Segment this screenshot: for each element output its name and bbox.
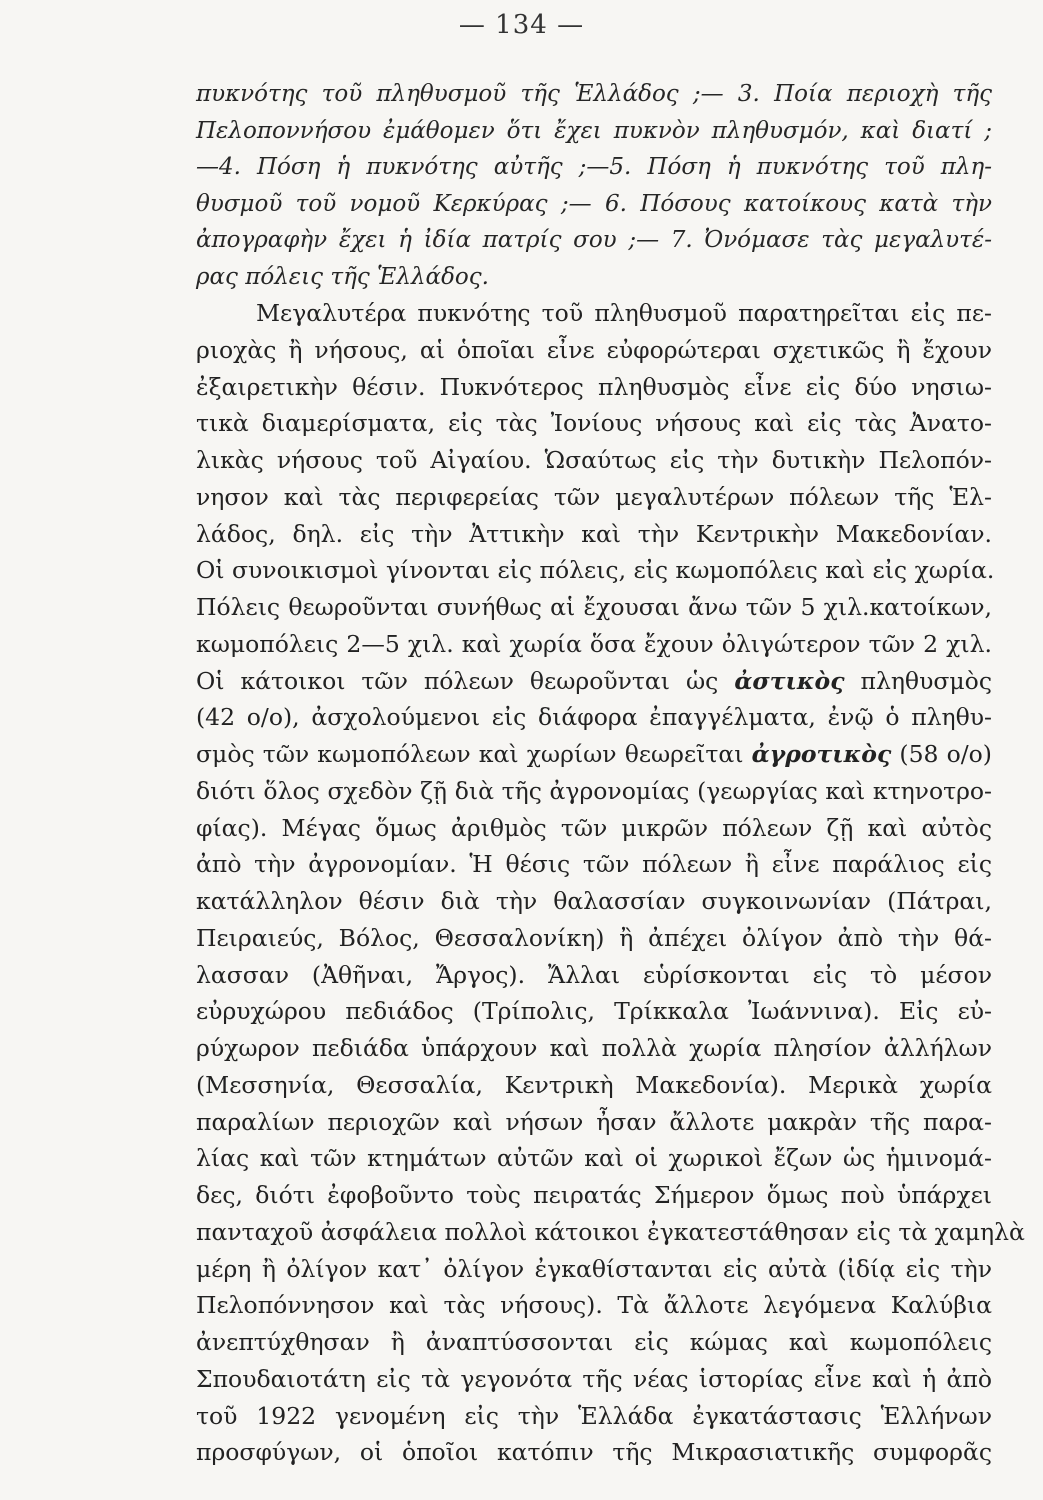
- question-line: —4. Πόση ἡ πυκνότης αὐτῆς ;—5. Πόση ἡ πυκνότης τοῦ πλη-: [196, 154, 992, 180]
- question-line: πυκνότης τοῦ πληθυσμοῦ τῆς Ἑλλάδος ;— 3. Ποία περιοχὴ τῆς: [196, 81, 992, 107]
- paragraph-line: φίας). Μέγας ὅμως ἀριθμὸς τῶν μικρῶν πόλεων ζῇ καὶ αὐτὸς: [196, 813, 992, 842]
- paragraph-line: εὐρυχώρου πεδιάδος (Τρίπολις, Τρίκκαλα Ἰωάννινα). Εἰς εὐ-: [196, 997, 992, 1026]
- review-questions: [196, 76, 992, 295]
- paragraph-line: [196, 736, 992, 773]
- paragraph-line: κωμοπόλεις 2—5 χιλ. καὶ χωρία ὅσα ἔχουν ὀλιγώτερον τῶν 2 χιλ.: [196, 629, 992, 658]
- question-line: ἀπογραφὴν ἔχει ἡ ἰδία πατρίς σου ;— 7. Ὀνόμασε τὰς μεγαλυτέ-: [196, 227, 992, 253]
- paragraph-line: Πελοπόννησον καὶ τὰς νήσους). Τὰ ἄλλοτε λεγόμενα Καλύβια: [196, 1291, 992, 1320]
- paragraph-line: προσφύγων, οἱ ὁποῖοι κατόπιν τῆς Μικρασιατικῆς συμφορᾶς: [196, 1438, 992, 1467]
- paragraph-text: (58 ο/ο): [899, 740, 992, 768]
- paragraph-text: σμὸς τῶν κωμοπόλεων καὶ χωρίων θεωρεῖται: [196, 740, 744, 768]
- paragraph-line: (42 ο/ο), ἀσχολούμενοι εἰς διάφορα ἐπαγγέλματα, ἐνῷ ὁ πληθυ-: [196, 703, 992, 732]
- paragraph-line: λάδος, δηλ. εἰς τὴν Ἀττικὴν καὶ τὴν Κεντρικὴν Μακεδονίαν.: [196, 519, 992, 548]
- paragraph-line: Μεγαλυτέρα πυκνότης τοῦ πληθυσμοῦ παρατηρεῖται εἰς πε-: [256, 299, 992, 327]
- paragraph-line: λασσαν (Ἀθῆναι, Ἄργος). Ἄλλαι εὑρίσκονται εἰς τὸ μέσον: [196, 960, 992, 989]
- paragraph-line: δες, διότι ἐφοβοῦντο τοὺς πειρατάς Σήμερον ὅμως ποὺ ὑπάρχει: [196, 1181, 992, 1209]
- paragraph-line: πανταχοῦ ἀσφάλεια πολλοὶ κάτοικοι ἐγκατεστάθησαν εἰς τὰ χαμηλὰ: [196, 1217, 1025, 1246]
- question-line: ρας πόλεις τῆς Ἑλλάδος.: [196, 263, 489, 290]
- paragraph-line: Σπουδαιοτάτη εἰς τὰ γεγονότα τῆς νέας ἱστορίας εἶνε καὶ ἡ ἀπὸ: [196, 1364, 992, 1393]
- paragraph-line: (Μεσσηνία, Θεσσαλία, Κεντρικὴ Μακεδονία). Μερικὰ χωρία: [196, 1070, 992, 1099]
- paragraph-line: διότι ὅλος σχεδὸν ζῇ διὰ τῆς ἀγρονομίας (γεωργίας καὶ κτηνοτρο-: [196, 776, 992, 805]
- paragraph-line: κατάλληλον θέσιν διὰ τὴν θαλασσίαν συγκοινωνίαν (Πάτραι,: [196, 887, 992, 915]
- paragraph-line: ἐξαιρετικὴν θέσιν. Πυκνότερος πληθυσμὸς εἶνε εἰς δύο νησιω-: [196, 372, 992, 401]
- paragraph-line: ρύχωρον πεδιάδα ὑπάρχουν καὶ πολλὰ χωρία πλησίον ἀλλήλων: [196, 1034, 992, 1062]
- paragraph-text: Οἱ κάτοικοι τῶν πόλεων θεωροῦνται ὡς: [196, 666, 719, 695]
- paragraph-line: τικὰ διαμερίσματα, εἰς τὰς Ἰονίους νήσους καὶ εἰς τὰς Ἀνατο-: [196, 409, 992, 438]
- page-number: — 134 —: [458, 10, 585, 40]
- paragraph-line: [196, 663, 992, 700]
- paragraph-line: Πειραιεύς, Βόλος, Θεσσαλονίκη) ἢ ἀπέχει ὀλίγον ἀπὸ τὴν θά-: [196, 923, 992, 952]
- paragraph-line: τοῦ 1922 γενομένη εἰς τὴν Ἑλλάδα ἐγκατάστασις Ἑλλήνων: [196, 1401, 992, 1430]
- question-line: θυσμοῦ τοῦ νομοῦ Κερκύρας ;— 6. Πόσους κατοίκους κατὰ τὴν: [196, 190, 992, 217]
- emphasis-urban: ἀστικὸς: [734, 666, 845, 695]
- paragraph-text: πληθυσμὸς: [860, 666, 992, 695]
- emphasis-rural: ἀγροτικὸς: [751, 740, 892, 768]
- paragraph-line: ἀνεπτύχθησαν ἢ ἀναπτύσσονται εἰς κώμας καὶ κωμοπόλεις: [196, 1328, 992, 1356]
- paragraph-line: ἀπὸ τὴν ἀγρονομίαν. Ἡ θέσις τῶν πόλεων ἢ εἶνε παράλιος εἰς: [196, 850, 992, 879]
- paragraph-line: λικὰς νήσους τοῦ Αἰγαίου. Ὡσαύτως εἰς τὴν δυτικὴν Πελοπόν-: [196, 446, 992, 474]
- question-line: Πελοποννήσου ἐμάθομεν ὅτι ἔχει πυκνὸν πληθυσμόν, καὶ διατί ;: [196, 117, 992, 144]
- paragraph-line: μέρη ἢ ὀλίγον κατ᾽ ὀλίγον ἐγκαθίστανται εἰς αὐτὰ (ἰδίᾳ εἰς τὴν: [196, 1254, 992, 1283]
- paragraph-line: παραλίων περιοχῶν καὶ νήσων ἦσαν ἄλλοτε μακρὰν τῆς παρα-: [196, 1107, 992, 1136]
- paragraph-line: ριοχὰς ἢ νήσους, αἱ ὁποῖαι εἶνε εὐφορώτεραι σχετικῶς ἢ ἔχουν: [196, 335, 992, 364]
- paragraph-line: λίας καὶ τῶν κτημάτων αὐτῶν καὶ οἱ χωρικοὶ ἔζων ὡς ἡμινομά-: [196, 1144, 992, 1173]
- paragraph-line: Οἱ συνοικισμοὶ γίνονται εἰς πόλεις, εἰς κωμοπόλεις καὶ εἰς χωρία.: [196, 556, 995, 585]
- paragraph-line: νησον καὶ τὰς περιφερείας τῶν μεγαλυτέρων πόλεων τῆς Ἑλ-: [196, 482, 992, 511]
- body-paragraph: [196, 295, 1025, 1471]
- paragraph-line: Πόλεις θεωροῦνται συνήθως αἱ ἔχουσαι ἄνω τῶν 5 χιλ.κατοίκων,: [196, 593, 992, 621]
